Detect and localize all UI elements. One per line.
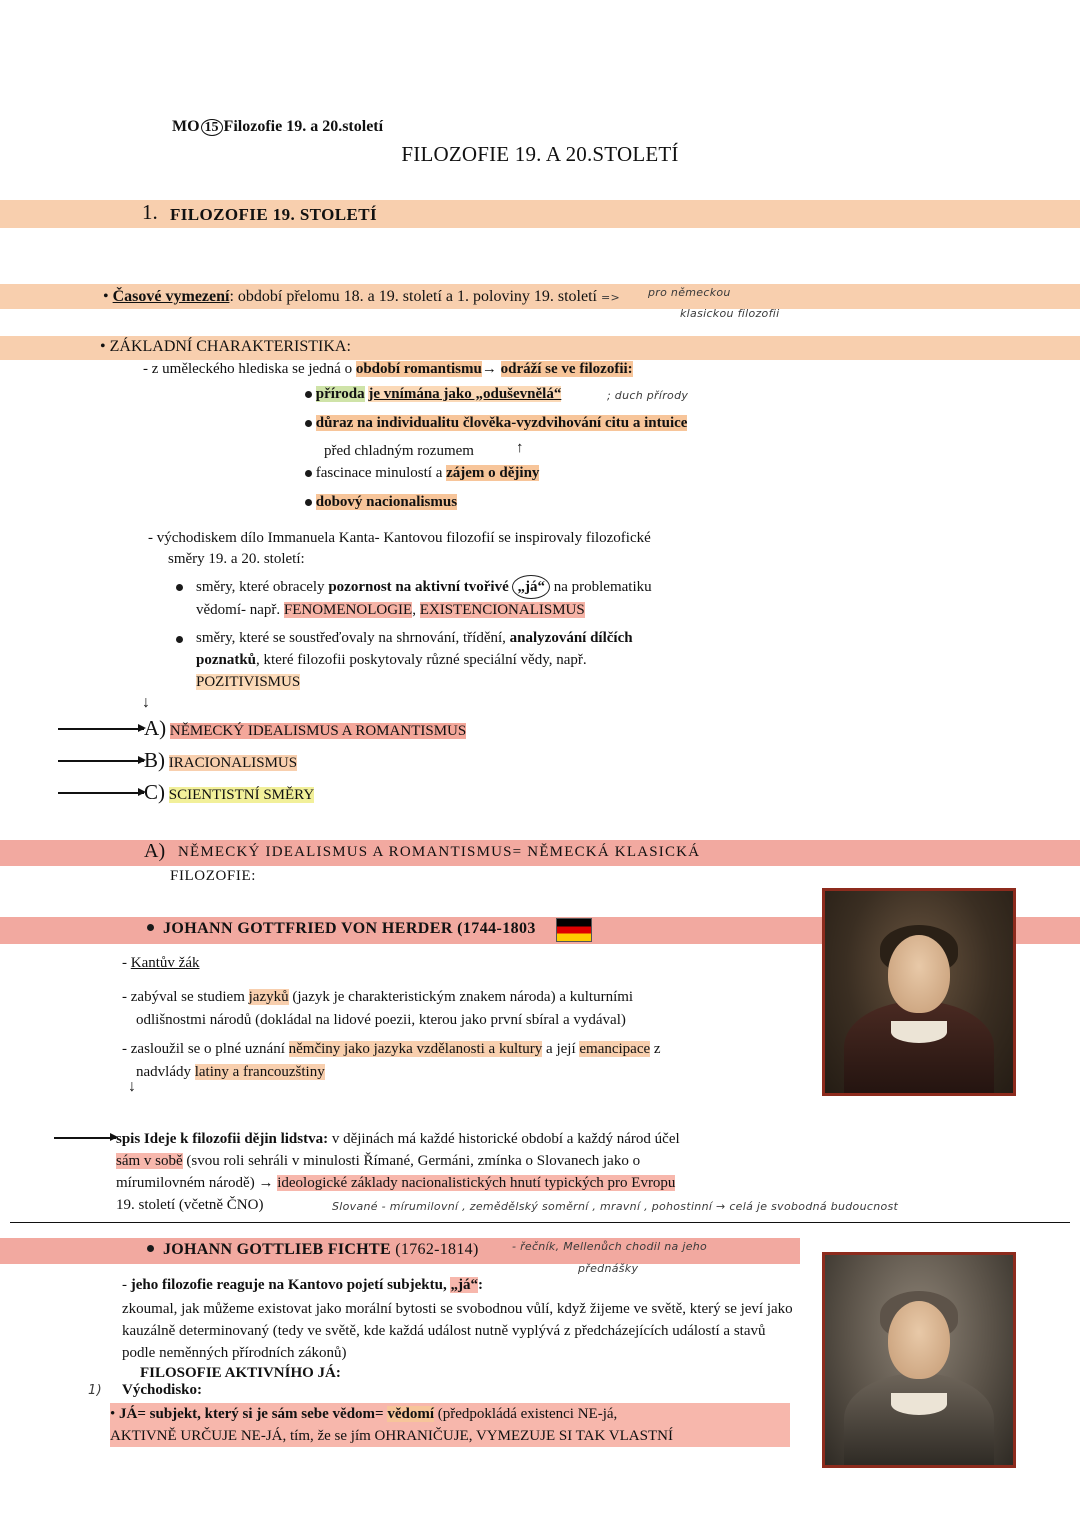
time-text: : období přelomu 18. a 19. století a 1. poloviny 19. století <box>229 288 597 305</box>
fichte-point-1-dash: - <box>122 1277 127 1293</box>
portrait-body <box>844 1373 994 1465</box>
herder-point-3-pre: zasloužil se o plné uznání <box>130 1041 289 1057</box>
portrait-face <box>888 1301 950 1379</box>
kant-dash: - <box>148 530 153 546</box>
fichte-definition-bullet: • <box>110 1406 116 1422</box>
abc-item-a[interactable] <box>144 716 466 741</box>
section1-highlight-band <box>0 200 1080 228</box>
herder-point-3-l2-hl: latiny a francouzštiny <box>194 1064 325 1080</box>
section1-number: 1. <box>142 200 158 224</box>
basic-item-1-rest: je vnímána jako „oduševnělá“ <box>368 386 562 402</box>
herder-point-3-mid: a její <box>542 1041 580 1057</box>
abc-arrow-c <box>58 792 144 794</box>
kant-item-1-bold: pozornost na aktivní tvořivé <box>328 579 513 595</box>
header-suffix: Filozofie 19. a 20.století <box>223 118 384 135</box>
header-circled-number: 15 <box>201 119 223 136</box>
basic-heading <box>100 338 351 356</box>
sectionA-title-line2: FILOZOFIE: <box>170 868 256 884</box>
abc-letter-a: A) <box>144 716 167 740</box>
kant-item-2-l1-bold: analyzování dílčích <box>509 630 633 646</box>
fichte-portrait <box>822 1252 1016 1468</box>
fichte-paragraph: zkoumal, jak můžeme existovat jako morální bytosti se svobodnou vůlí, když žijeme ve světě, který se jeví jako kauzálně determinovaný (tedy ve světě, kde každá událost nutně vyplývá z předcházejících událostí a stavů podle neměnných přírodních zákonů) <box>122 1301 793 1361</box>
basic-bullet: • <box>100 338 106 355</box>
fichte-definition-hl: vědomí <box>387 1406 435 1422</box>
fichte-definition-bold: JÁ= subjekt, který si je sám sebe vědom= <box>119 1406 388 1422</box>
basic-item-4-hl: dobový nacionalismus <box>315 494 458 510</box>
fichte-years: (1762-1814) <box>395 1241 479 1258</box>
abc-letter-b: B) <box>144 748 165 772</box>
fichte-definition-rest: (předpokládá existenci NE-já, <box>434 1406 618 1422</box>
kant-item-2-l2-post: , které filozofii poskytovaly různé speciální vědy, např. <box>256 652 587 668</box>
bullet-icon <box>147 1245 154 1252</box>
abc-label-a: NĚMECKÝ IDEALISMUS A ROMANTISMUS <box>169 723 467 739</box>
bullet-icon <box>305 391 312 398</box>
section-divider <box>10 1222 1070 1223</box>
fichte-point-1-colon: : <box>477 1277 483 1293</box>
basic-item-4 <box>305 494 457 511</box>
kant-line1: východiskem dílo Immanuela Kanta- Kantovou filozofií se inspirovaly filozofické <box>156 530 651 546</box>
bullet-icon <box>305 420 312 427</box>
fichte-hand-note-1: - řečník, Mellenůch chodil na jeho <box>512 1240 708 1253</box>
german-flag-icon <box>556 918 592 942</box>
herder-point-2-line2: odlišnostmi národů (dokládal na lidové poezii, kterou jako první sbíral a vydával) <box>136 1012 626 1028</box>
bullet-icon <box>305 499 312 506</box>
kant-line2: směry 19. a 20. století: <box>168 551 305 567</box>
abc-item-b[interactable] <box>144 748 297 773</box>
portrait-inner <box>825 891 1013 1093</box>
basic-item-2-line1: důraz na individualitu člověka-vyzdvihování citu a intuice <box>315 415 688 431</box>
fichte-point-1-bold: jeho filozofie reaguje na Kantovo pojetí subjektu, <box>130 1277 451 1293</box>
abc-letter-c: C) <box>144 780 165 804</box>
herder-work-t2: (svou roli sehráli v minulosti Římané, Germáni, zmínka o Slovanech jako o <box>182 1153 641 1169</box>
basic-item-1-hl: příroda <box>315 386 365 402</box>
fichte-point-1-hl: „já“ <box>450 1277 478 1293</box>
time-bullet: • <box>103 288 109 305</box>
abc-arrow-down: ↓ <box>142 694 150 711</box>
kant-item-1-l2-hl2: EXISTENCIONALISMUS <box>419 602 585 618</box>
bullet-icon <box>305 470 312 477</box>
fichte-definition-line2: AKTIVNĚ URČUJE NE-JÁ, tím, že se jím OHRANIČUJE, VYMEZUJE SI TAK VLASTNÍ <box>110 1428 673 1444</box>
basic-sub-highlight: období romantismu <box>355 361 482 377</box>
basic-sub-highlight-2: odráží se ve filozofii: <box>500 361 633 377</box>
time-label: Časové vymezení <box>112 288 230 305</box>
herder-point-3 <box>122 1038 782 1084</box>
basic-item-2-line2: před chladným rozumem <box>324 443 474 459</box>
herder-point-3-dash: - <box>122 1041 127 1057</box>
herder-point-3-hl2: emancipace <box>579 1041 651 1057</box>
herder-point-2-dash: - <box>122 989 127 1005</box>
work-arrow <box>54 1137 116 1139</box>
basic-sub-arrow: → <box>481 361 497 377</box>
kant-item-1 <box>196 575 776 621</box>
fichte-name-text: JOHANN GOTTLIEB FICHTE <box>163 1241 391 1258</box>
abc-arrow-b <box>58 760 144 762</box>
basic-item-1-hand-note: ; duch přírody <box>607 389 689 402</box>
herder-point-2-post: (jazyk je charakteristickým znakem národa) a kulturními <box>288 989 634 1005</box>
fichte-point-1 <box>122 1277 483 1294</box>
basic-heading-text: ZÁKLADNÍ CHARAKTERISTIKA: <box>109 338 351 355</box>
herder-point-2-pre: zabýval se studiem <box>130 989 249 1005</box>
basic-item-1 <box>305 386 561 403</box>
kant-item-1-l2-mid: , <box>412 602 420 618</box>
basic-subline <box>143 361 633 378</box>
portrait-collar <box>891 1021 947 1043</box>
portrait-body <box>844 1001 994 1093</box>
basic-item-3 <box>305 465 539 482</box>
abc-label-c: SCIENTISTNÍ SMĚRY <box>168 787 315 803</box>
kant-item-1-l2-pre: vědomí- např. <box>196 602 284 618</box>
page-header <box>172 118 383 136</box>
herder-work-t4: 19. století (včetně ČNO) <box>116 1197 264 1213</box>
herder-point-3-post: z <box>650 1041 661 1057</box>
herder-portrait <box>822 888 1016 1096</box>
bullet-icon <box>147 924 154 931</box>
basic-sub-text: - z uměleckého hlediska se jedná o <box>143 361 353 377</box>
bullet-icon <box>176 636 183 643</box>
herder-name: JOHANN GOTTFRIED VON HERDER (1744-1803 <box>163 920 536 937</box>
time-scope-line <box>103 288 620 306</box>
fichte-definition <box>110 1403 790 1447</box>
portrait-collar <box>891 1393 947 1415</box>
herder-work-title: spis Ideje k filozofii dějin lidstva: <box>116 1131 329 1147</box>
kant-item-1-pre: směry, které obracely <box>196 579 329 595</box>
basic-item-3-hl: zájem o dějiny <box>446 465 540 481</box>
portrait-face <box>888 935 950 1013</box>
herder-work-t1: v dějinách má každé historické období a každý národ účel <box>328 1131 680 1147</box>
herder-point-3-l2-pre: nadvlády <box>136 1064 195 1080</box>
document-title: FILOZOFIE 19. A 20.STOLETÍ <box>401 142 679 166</box>
abc-label-b: IRACIONALISMUS <box>168 755 298 771</box>
kant-item-2-l1-pre: směry, které se soustřeďovaly na shrnování, třídění, <box>196 630 510 646</box>
fichte-starting-point: Východisko: <box>122 1382 203 1398</box>
kant-item-2-l2-bold: poznatků <box>196 652 257 668</box>
time-hand-note-1: pro německou <box>648 286 731 299</box>
kant-block <box>148 528 788 570</box>
herder-work-t3: mírumilovném národě) <box>116 1175 259 1191</box>
fichte-subheading: FILOSOFIE AKTIVNÍHO JÁ: <box>140 1365 341 1381</box>
bullet-icon <box>176 584 183 591</box>
arrow-up-glyph: ↑ <box>516 440 524 456</box>
herder-work-t3-hl: ideologické základy nacionalistických hnutí typických pro Evropu <box>277 1175 676 1191</box>
kant-item-1-l2-hl1: FENOMENOLOGIE <box>283 602 413 618</box>
header-prefix: MO <box>172 118 200 135</box>
portrait-inner <box>825 1255 1013 1465</box>
herder-work-t2-hl: sám v sobě <box>116 1153 183 1169</box>
herder-point-1-dash: - <box>122 955 127 971</box>
herder-point-3-hl: němčiny jako jazyka vzdělanosti a kultury <box>288 1041 543 1057</box>
herder-point-2-hl: jazyků <box>248 989 289 1005</box>
herder-point-2 <box>122 986 772 1032</box>
herder-point-1 <box>122 955 199 972</box>
herder-work-hand-note: Slované - mírumilovní , zemědělský soměrní , mravní , pohostinní → celá je svobodná budoucnost <box>332 1200 899 1213</box>
herder-point-1-text: Kantův žák <box>130 955 200 971</box>
herder-arrow-down: ↓ <box>128 1078 136 1095</box>
section1-title: FILOZOFIE 19. STOLETÍ <box>170 205 377 224</box>
fichte-name <box>163 1241 479 1259</box>
kant-item-1-circled: „já“ <box>512 575 550 599</box>
fichte-hand-note-2: přednášky <box>578 1262 639 1275</box>
sectionA-letter: A) <box>144 840 166 862</box>
kant-item-2-l3-hl: POZITIVISMUS <box>196 674 301 690</box>
kant-item-2 <box>196 627 756 693</box>
abc-item-c[interactable] <box>144 780 314 805</box>
herder-work-t3-arrow: → <box>258 1175 274 1191</box>
abc-arrow-a <box>58 728 144 730</box>
basic-item-2 <box>305 415 795 432</box>
fichte-point-number: 1) <box>88 1383 102 1398</box>
time-hand-note-2: klasickou filozofii <box>680 307 780 320</box>
basic-item-3-plain: fascinace minulostí a <box>315 465 447 481</box>
kant-item-1-post: na problematiku <box>549 579 652 595</box>
sectionA-title: NĚMECKÝ IDEALISMUS A ROMANTISMUS= NĚMECKÁ KLASICKÁ <box>178 844 701 860</box>
time-arrow: => <box>601 291 621 304</box>
